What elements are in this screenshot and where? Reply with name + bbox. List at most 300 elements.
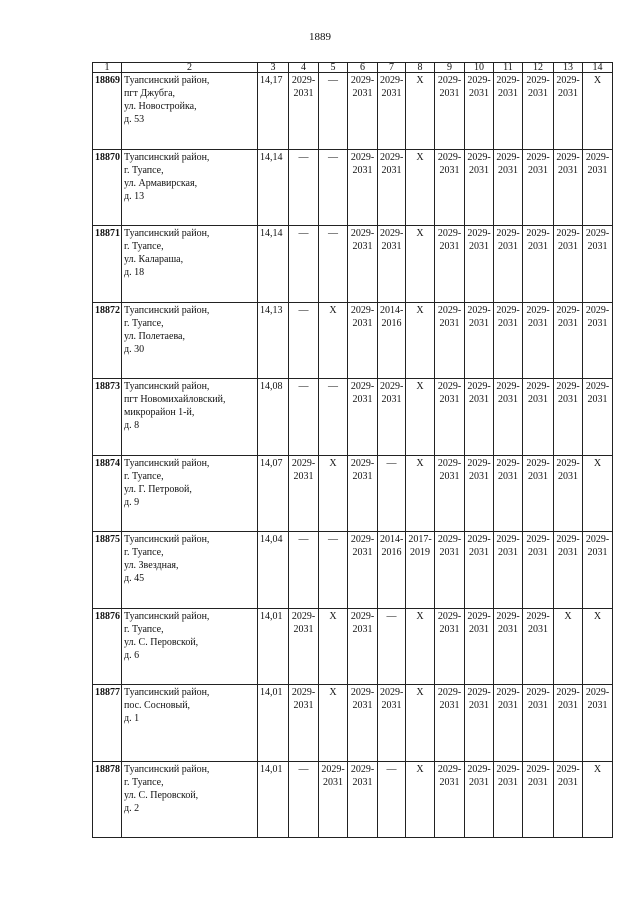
- period-text: X: [593, 610, 602, 622]
- period-text: 2029-: [496, 228, 520, 239]
- period-text: 2029-: [467, 151, 491, 163]
- period-cell: [523, 379, 554, 456]
- period-cell: [554, 226, 583, 303]
- period-text: 2031: [439, 394, 460, 405]
- period-text: 2031: [558, 88, 578, 99]
- row-number: 18875: [93, 532, 122, 609]
- period-text: 2031: [558, 164, 578, 176]
- period-cell: [348, 761, 378, 838]
- address-line: Туапсинский район,: [124, 610, 210, 622]
- period-cell: [378, 302, 406, 379]
- period-text: 2031: [558, 470, 578, 482]
- period-text: 2031: [439, 623, 460, 635]
- address-line: Туапсинский район,: [124, 228, 210, 239]
- period-text: 2031: [498, 470, 518, 482]
- period-text: 2031: [469, 470, 489, 482]
- period-cell: [319, 73, 348, 150]
- address-line: г. Туапсе,: [124, 164, 164, 176]
- address-line: пгт Новомихайловский,: [124, 394, 226, 405]
- period-cell: [523, 73, 554, 150]
- address-line: д. 9: [124, 496, 140, 508]
- period-cell: [289, 149, 319, 226]
- period-text: 2016: [381, 317, 402, 329]
- period-cell: [319, 532, 348, 609]
- column-header: 5: [319, 63, 348, 73]
- period-cell: [554, 73, 583, 150]
- period-cell: [494, 302, 523, 379]
- period-text: 2029-: [526, 687, 550, 698]
- address-line: ул. С. Перовской,: [124, 636, 199, 648]
- address-cell: [122, 302, 258, 379]
- row-number: 18878: [93, 761, 122, 838]
- period-text: 2029-: [526, 151, 550, 163]
- period-cell: [378, 379, 406, 456]
- period-cell: [319, 226, 348, 303]
- period-text: —: [298, 228, 309, 239]
- area-cell: 14,01: [258, 608, 289, 685]
- address-cell: [122, 73, 258, 150]
- period-cell: [583, 685, 613, 762]
- period-text: X: [416, 75, 424, 86]
- period-text: 2029-: [556, 763, 580, 775]
- address-line: Туапсинский район,: [124, 687, 210, 698]
- address-line: ул. Г. Петровой,: [124, 483, 192, 495]
- period-text: —: [328, 381, 338, 392]
- address-line: г. Туапсе,: [124, 776, 164, 788]
- column-header: 4: [289, 63, 319, 73]
- period-text: 2029-: [291, 75, 316, 86]
- table-row: [93, 73, 613, 150]
- period-text: 2029-: [585, 381, 610, 392]
- period-text: 2029-: [526, 763, 550, 775]
- period-text: 2031: [528, 547, 548, 558]
- period-text: 2031: [558, 317, 578, 329]
- period-cell: [494, 149, 523, 226]
- table-row: [93, 379, 613, 456]
- area-cell: 14,07: [258, 455, 289, 532]
- period-text: 2031: [381, 241, 402, 252]
- table-row: [93, 532, 613, 609]
- period-text: 2029-: [556, 304, 580, 316]
- column-header: 6: [348, 63, 378, 73]
- period-text: 2029-: [467, 228, 491, 239]
- period-text: 2031: [587, 547, 608, 558]
- period-text: 2031: [352, 776, 373, 788]
- period-text: 2029-: [380, 687, 404, 698]
- table-row: [93, 226, 613, 303]
- column-header: 10: [465, 63, 494, 73]
- period-cell: [494, 226, 523, 303]
- period-text: —: [298, 381, 309, 392]
- period-cell: [348, 685, 378, 762]
- period-text: 2031: [352, 470, 373, 482]
- period-cell: [406, 226, 435, 303]
- period-text: 2031: [587, 241, 608, 252]
- period-cell: [554, 685, 583, 762]
- period-text: 2031: [293, 700, 314, 711]
- period-text: 2031: [528, 164, 548, 176]
- address-line: д. 13: [124, 190, 145, 202]
- address-cell: [122, 532, 258, 609]
- table-row: [93, 149, 613, 226]
- table-row: [93, 302, 613, 379]
- period-cell: [523, 532, 554, 609]
- period-cell: [523, 685, 554, 762]
- period-text: X: [593, 75, 602, 86]
- address-line: Туапсинский район,: [124, 75, 210, 86]
- period-text: 2029-: [467, 304, 491, 316]
- address-line: Туапсинский район,: [124, 381, 210, 392]
- period-text: 2029-: [350, 687, 375, 698]
- period-text: 2031: [498, 547, 518, 558]
- period-text: X: [416, 228, 424, 239]
- period-text: 2031: [498, 623, 518, 635]
- period-text: 2029-: [467, 534, 491, 545]
- period-cell: [465, 455, 494, 532]
- period-text: 2031: [498, 700, 518, 711]
- period-cell: [319, 302, 348, 379]
- period-text: 2029-: [556, 151, 580, 163]
- period-text: 2029-: [350, 75, 375, 86]
- period-cell: [465, 761, 494, 838]
- period-cell: [406, 379, 435, 456]
- period-text: 2031: [352, 317, 373, 329]
- period-text: 2031: [587, 700, 608, 711]
- period-text: 2029-: [496, 763, 520, 775]
- address-line: Туапсинский район,: [124, 304, 210, 316]
- address-line: д. 18: [124, 267, 145, 278]
- period-text: 2031: [293, 470, 314, 482]
- period-text: —: [298, 534, 309, 545]
- period-text: 2031: [323, 776, 343, 788]
- period-cell: [348, 379, 378, 456]
- period-text: 2029-: [437, 763, 462, 775]
- period-text: 2031: [528, 470, 548, 482]
- period-text: 2031: [469, 547, 489, 558]
- period-cell: [523, 608, 554, 685]
- period-text: 2029-: [467, 381, 491, 392]
- period-text: 2031: [439, 317, 460, 329]
- table-row: [93, 761, 613, 838]
- period-text: 2029-: [585, 304, 610, 316]
- period-text: 2029-: [526, 610, 550, 622]
- period-text: 2031: [469, 317, 489, 329]
- address-line: пгт Джубга,: [124, 88, 176, 99]
- period-text: 2029-: [467, 457, 491, 469]
- period-text: 2031: [528, 88, 548, 99]
- period-text: 2029-: [380, 381, 404, 392]
- period-text: 2031: [469, 241, 489, 252]
- period-text: 2031: [528, 317, 548, 329]
- period-cell: [319, 379, 348, 456]
- period-text: 2029-: [437, 381, 462, 392]
- period-text: 2031: [352, 394, 373, 405]
- period-text: 2031: [469, 623, 489, 635]
- area-cell: 14,14: [258, 226, 289, 303]
- period-text: 2031: [558, 700, 578, 711]
- address-line: Туапсинский район,: [124, 457, 210, 469]
- period-text: 2031: [587, 394, 608, 405]
- period-text: 2029-: [556, 228, 580, 239]
- table-row: [93, 685, 613, 762]
- column-header: 12: [523, 63, 554, 73]
- period-text: 2031: [352, 623, 373, 635]
- period-cell: [378, 226, 406, 303]
- column-number-row: [93, 63, 613, 73]
- period-cell: [378, 685, 406, 762]
- column-header: 14: [583, 63, 613, 73]
- period-text: 2029-: [380, 228, 404, 239]
- row-number: 18873: [93, 379, 122, 456]
- period-cell: [494, 532, 523, 609]
- period-text: 2031: [469, 394, 489, 405]
- period-text: 2029-: [350, 763, 375, 775]
- period-cell: [319, 685, 348, 762]
- period-cell: [435, 455, 465, 532]
- table-row: [93, 608, 613, 685]
- period-text: 2029-: [350, 534, 375, 545]
- period-text: 2029-: [526, 381, 550, 392]
- period-cell: [406, 532, 435, 609]
- period-text: 2029-: [437, 687, 462, 698]
- period-text: 2029-: [496, 381, 520, 392]
- period-cell: [554, 379, 583, 456]
- period-cell: [348, 302, 378, 379]
- address-line: г. Туапсе,: [124, 623, 164, 635]
- area-cell: 14,17: [258, 73, 289, 150]
- period-text: 2014-: [380, 534, 404, 545]
- period-cell: [465, 608, 494, 685]
- period-cell: [289, 608, 319, 685]
- address-line: д. 45: [124, 573, 145, 584]
- address-cell: [122, 685, 258, 762]
- period-text: 2031: [439, 776, 460, 788]
- period-text: 2029-: [467, 763, 491, 775]
- period-text: 2014-: [380, 304, 404, 316]
- period-cell: [583, 455, 613, 532]
- period-text: —: [386, 457, 397, 469]
- period-cell: [378, 608, 406, 685]
- period-cell: [406, 73, 435, 150]
- period-text: 2029-: [556, 687, 580, 698]
- period-cell: [406, 685, 435, 762]
- address-cell: [122, 455, 258, 532]
- period-text: 2029-: [350, 381, 375, 392]
- address-line: микрорайон 1-й,: [124, 407, 195, 418]
- period-text: 2016: [381, 547, 402, 558]
- register-table: [92, 62, 613, 838]
- period-text: 2031: [587, 164, 608, 176]
- row-number: 18876: [93, 608, 122, 685]
- row-number: 18869: [93, 73, 122, 150]
- address-line: г. Туапсе,: [124, 317, 164, 329]
- period-text: 2031: [439, 88, 460, 99]
- period-cell: [289, 73, 319, 150]
- period-text: —: [298, 151, 309, 163]
- period-text: 2031: [439, 547, 460, 558]
- period-text: 2029-: [526, 75, 550, 86]
- period-cell: [319, 608, 348, 685]
- area-cell: 14,14: [258, 149, 289, 226]
- period-text: 2029-: [526, 304, 550, 316]
- period-text: X: [593, 457, 602, 469]
- address-line: д. 53: [124, 114, 145, 125]
- address-line: ул. Звездная,: [124, 560, 179, 571]
- period-cell: [435, 532, 465, 609]
- period-text: X: [593, 763, 602, 775]
- period-cell: [583, 761, 613, 838]
- period-text: 2031: [439, 700, 460, 711]
- period-text: 2031: [352, 241, 373, 252]
- period-text: 2029-: [380, 75, 404, 86]
- period-text: X: [416, 151, 424, 163]
- period-cell: [348, 455, 378, 532]
- period-text: 2029-: [437, 228, 462, 239]
- period-text: 2031: [498, 394, 518, 405]
- period-cell: [406, 761, 435, 838]
- period-cell: [465, 302, 494, 379]
- address-line: д. 30: [124, 343, 145, 355]
- period-text: 2031: [469, 776, 489, 788]
- period-text: —: [386, 610, 397, 622]
- period-text: —: [298, 304, 309, 316]
- period-cell: [435, 149, 465, 226]
- address-line: д. 6: [124, 649, 140, 661]
- period-text: 2031: [558, 241, 578, 252]
- address-line: ул. Полетаева,: [124, 330, 185, 342]
- period-text: 2029-: [321, 763, 345, 775]
- period-cell: [348, 149, 378, 226]
- address-line: ул. С. Перовской,: [124, 789, 199, 801]
- column-header: 2: [122, 63, 258, 73]
- period-cell: [554, 455, 583, 532]
- period-text: 2031: [528, 700, 548, 711]
- period-cell: [289, 379, 319, 456]
- period-text: 2031: [498, 241, 518, 252]
- period-cell: [435, 761, 465, 838]
- period-text: 2029-: [496, 151, 520, 163]
- period-cell: [554, 532, 583, 609]
- column-header: 1: [93, 63, 122, 73]
- period-text: 2031: [293, 88, 314, 99]
- period-text: 2031: [528, 394, 548, 405]
- column-header: 3: [258, 63, 289, 73]
- period-text: 2029-: [467, 687, 491, 698]
- period-text: 2029-: [350, 151, 375, 163]
- period-cell: [378, 73, 406, 150]
- period-text: 2029-: [467, 610, 491, 622]
- column-header: 13: [554, 63, 583, 73]
- period-cell: [523, 226, 554, 303]
- period-cell: [435, 302, 465, 379]
- period-cell: [435, 685, 465, 762]
- period-text: 2029-: [585, 151, 610, 163]
- address-line: г. Туапсе,: [124, 241, 164, 252]
- address-line: ул. Новостройка,: [124, 101, 197, 112]
- period-text: 2019: [410, 547, 430, 558]
- period-text: 2029-: [350, 304, 375, 316]
- period-cell: [406, 302, 435, 379]
- period-text: 2029-: [556, 75, 580, 86]
- period-text: 2031: [528, 623, 548, 635]
- period-cell: [494, 761, 523, 838]
- row-number: 18872: [93, 302, 122, 379]
- period-text: 2029-: [556, 457, 580, 469]
- period-text: 2031: [558, 547, 578, 558]
- address-line: д. 8: [124, 420, 140, 431]
- period-text: X: [416, 457, 424, 469]
- area-cell: 14,04: [258, 532, 289, 609]
- address-cell: [122, 608, 258, 685]
- period-text: 2029-: [526, 457, 550, 469]
- address-cell: [122, 149, 258, 226]
- period-text: 2029-: [585, 687, 610, 698]
- period-text: 2031: [498, 88, 518, 99]
- period-text: 2029-: [585, 534, 610, 545]
- period-cell: [583, 302, 613, 379]
- row-number: 18877: [93, 685, 122, 762]
- period-cell: [465, 73, 494, 150]
- period-cell: [289, 761, 319, 838]
- period-cell: [348, 532, 378, 609]
- period-text: 2031: [498, 164, 518, 176]
- period-text: 2029-: [437, 151, 462, 163]
- address-line: пос. Сосновый,: [124, 700, 191, 711]
- period-text: —: [298, 763, 309, 775]
- period-cell: [583, 608, 613, 685]
- period-text: 2031: [381, 394, 402, 405]
- period-text: 2031: [352, 164, 373, 176]
- period-text: 2029-: [496, 304, 520, 316]
- period-text: 2029-: [496, 687, 520, 698]
- period-cell: [523, 761, 554, 838]
- period-cell: [494, 608, 523, 685]
- period-cell: [523, 455, 554, 532]
- address-line: ул. Калараша,: [124, 254, 184, 265]
- period-text: 2031: [498, 776, 518, 788]
- period-text: 2031: [439, 241, 460, 252]
- period-text: —: [328, 534, 338, 545]
- period-cell: [494, 379, 523, 456]
- period-text: 2029-: [437, 75, 462, 86]
- period-text: 2031: [352, 547, 373, 558]
- period-text: —: [328, 75, 338, 86]
- period-text: —: [328, 228, 338, 239]
- period-cell: [523, 302, 554, 379]
- period-text: 2029-: [556, 534, 580, 545]
- period-cell: [583, 149, 613, 226]
- address-cell: [122, 379, 258, 456]
- period-cell: [583, 73, 613, 150]
- period-cell: [289, 302, 319, 379]
- address-line: Туапсинский район,: [124, 151, 210, 163]
- period-cell: [435, 73, 465, 150]
- period-cell: [435, 226, 465, 303]
- period-text: 2031: [352, 88, 373, 99]
- period-text: —: [328, 151, 338, 163]
- period-cell: [378, 761, 406, 838]
- period-cell: [523, 149, 554, 226]
- period-text: X: [329, 610, 337, 622]
- period-text: 2031: [439, 470, 460, 482]
- period-cell: [435, 608, 465, 685]
- area-cell: 14,01: [258, 685, 289, 762]
- period-text: 2029-: [556, 381, 580, 392]
- period-cell: [319, 761, 348, 838]
- period-text: 2031: [293, 623, 314, 635]
- period-text: X: [416, 304, 424, 316]
- period-text: 2031: [381, 88, 402, 99]
